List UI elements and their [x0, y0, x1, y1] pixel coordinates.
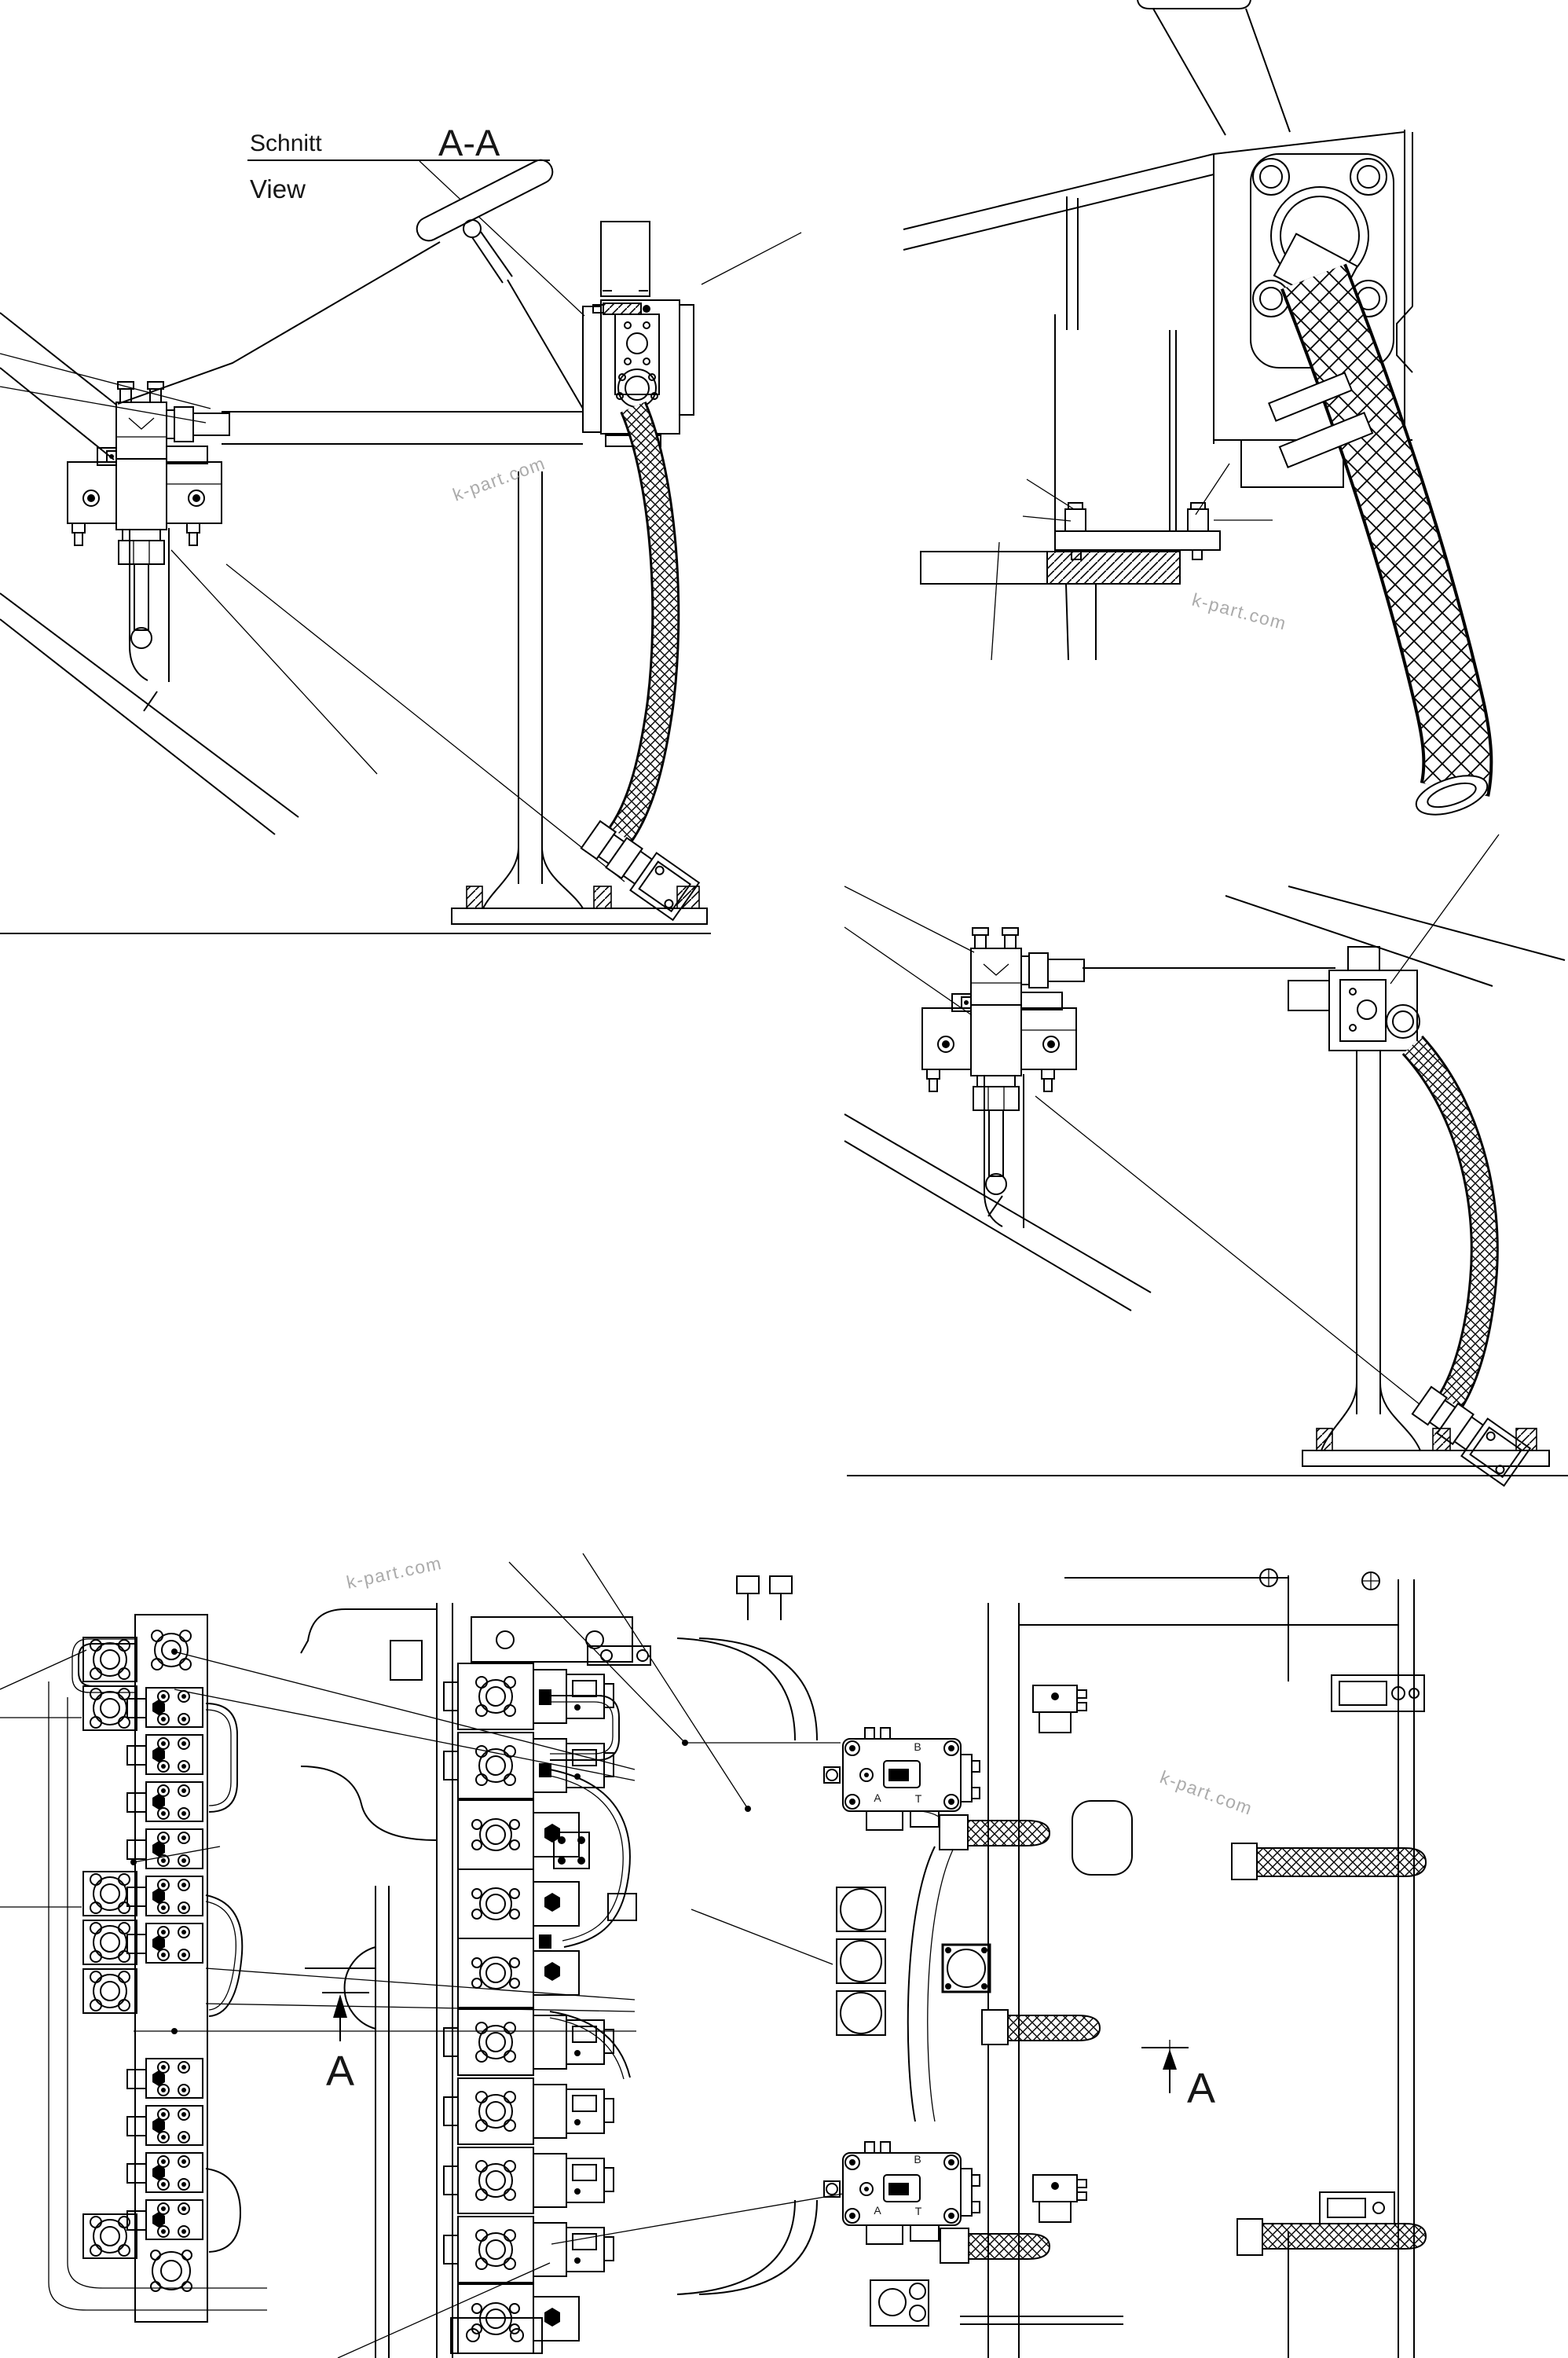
- section-aa-label: A-A: [438, 122, 500, 163]
- braided-hose-stubs: [940, 1815, 1426, 2263]
- steering-column: [1288, 947, 1420, 1450]
- construction-lines: [0, 161, 801, 882]
- watermark: k-part.com: [449, 452, 548, 505]
- port-label-a: A: [874, 1791, 881, 1804]
- bank-port-blocks: [127, 1688, 203, 2291]
- hose-elbow-fitting: [1409, 1382, 1530, 1486]
- port-label-b: B: [914, 2153, 921, 2165]
- grommet: [1072, 1801, 1132, 1875]
- steering-column: [483, 280, 583, 908]
- watermark: k-part.com: [344, 1552, 444, 1593]
- schnitt-label: Schnitt: [250, 130, 322, 156]
- section-arrow-right: [1141, 2040, 1215, 2112]
- hydraulic-hose-braided: [621, 407, 665, 834]
- solenoid-valve-units: [1033, 1675, 1424, 2224]
- section-letter: A: [325, 2048, 355, 2095]
- engine-cylinders: [837, 1887, 990, 2035]
- support-column: [1055, 314, 1220, 559]
- floor-plate: [0, 886, 711, 933]
- hose-arcs: [677, 1638, 954, 2294]
- main-control-valve-bank: [390, 1617, 632, 2353]
- large-braided-hose: [1269, 234, 1492, 823]
- port-label-b: B: [914, 1740, 921, 1753]
- port-label-t: T: [914, 1792, 922, 1805]
- pilot-valve-assembly: [68, 382, 229, 682]
- view-section-aa: [0, 122, 801, 933]
- view-label: View: [250, 174, 306, 204]
- hydraulic-hose-braided: [1412, 1045, 1485, 1402]
- bank-left-flanges: [83, 1637, 137, 2258]
- pilot-valve-assembly: [922, 928, 1084, 1228]
- construction-lines: [903, 154, 1273, 521]
- port-label-a: A: [874, 2204, 881, 2217]
- section-letter: A: [1186, 2065, 1216, 2112]
- watermark: k-part.com: [1157, 1766, 1256, 1819]
- view-deck-plan: [301, 1553, 1426, 2358]
- watermark: k-part.com: [1189, 589, 1289, 634]
- port-label-t: T: [914, 2205, 922, 2217]
- view-column-side: [844, 834, 1568, 1486]
- deck-plate-section: [921, 542, 1180, 660]
- bottom-bracket: [870, 2280, 929, 2326]
- leader-lines: [0, 1648, 636, 2310]
- view-detail-column-flange: [903, 0, 1492, 822]
